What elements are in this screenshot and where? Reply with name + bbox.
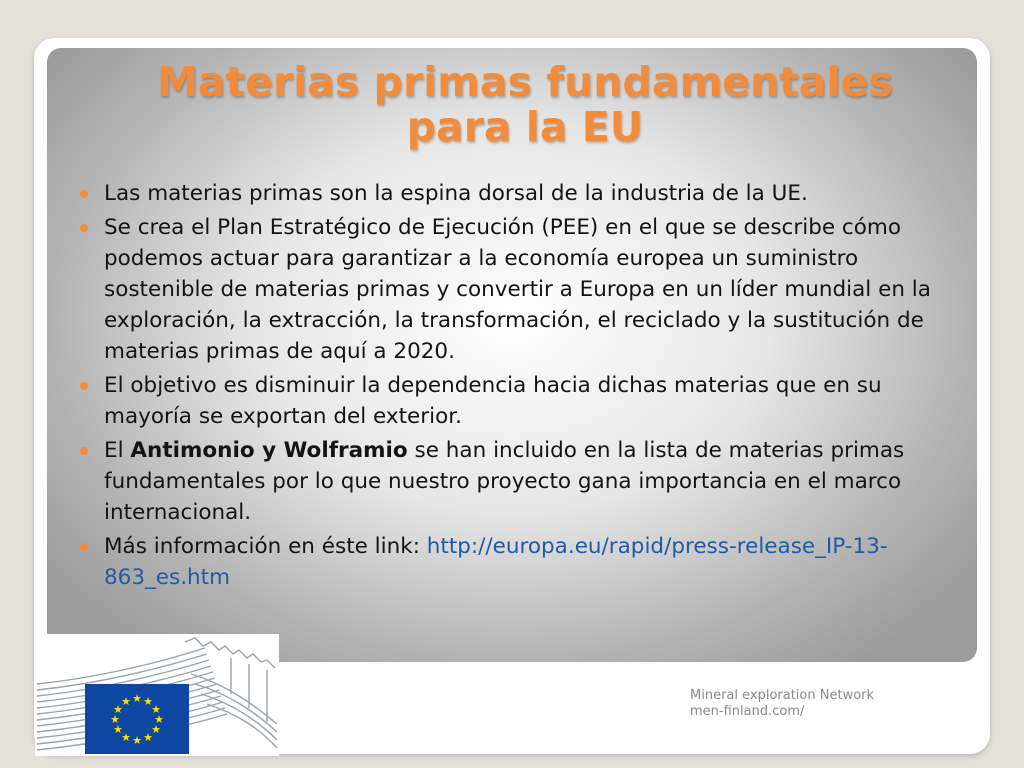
bullet-text-pre: El: [104, 438, 124, 463]
svg-text:★: ★: [143, 731, 153, 744]
svg-text:★: ★: [110, 713, 120, 726]
bullet-text: Se crea el Plan Estratégico de Ejecución (PEE) en el que se describe cómo podemos actuar para garantizar a la economía europea un suministro sostenible de materias primas y convertir a Europa en un líder mundial en la exploración, la extracción, la transformación, el reciclado y la sustitución de materias primas de aquí a 2020.: [104, 215, 931, 364]
bullet-bold-text: Antimonio y Wolframio: [130, 438, 408, 463]
title-line-1: Materias primas fundamentales: [157, 58, 893, 106]
bullet-text: Las materias primas son la espina dorsal de la industria de la UE.: [104, 181, 808, 206]
bullet-dot-icon: [80, 224, 88, 232]
footer-line-2: men-finland.com/: [690, 704, 805, 719]
svg-text:★: ★: [151, 703, 161, 716]
svg-text:★: ★: [121, 731, 131, 744]
title-line-2: para la EU: [406, 103, 644, 152]
footer-line-1: Mineral exploration Network: [690, 688, 875, 703]
eu-logo-graphic: [35, 634, 279, 756]
bullet-text-pre: Más información en éste link:: [104, 534, 420, 559]
bullet-dot-icon: [80, 382, 88, 390]
svg-text:★: ★: [113, 703, 123, 716]
svg-text:★: ★: [121, 695, 131, 708]
bullet-item: [80, 370, 960, 432]
bullet-item: [80, 531, 960, 593]
bullet-item: [80, 435, 960, 528]
bullet-text: El objetivo es disminuir la dependencia hacia dichas materias que en su mayoría se exportan del exterior.: [104, 373, 882, 429]
svg-text:★: ★: [154, 713, 164, 726]
footer-credit: [690, 688, 874, 720]
bullet-dot-icon: [80, 190, 88, 198]
bullet-dot-icon: [80, 543, 88, 551]
slide-title: [60, 60, 990, 150]
bullet-dot-icon: [80, 447, 88, 455]
svg-text:★: ★: [132, 692, 142, 705]
svg-text:★: ★: [132, 734, 142, 747]
svg-text:★: ★: [113, 723, 123, 736]
svg-text:★: ★: [151, 723, 161, 736]
eu-commission-logo: [35, 634, 279, 756]
svg-text:★: ★: [143, 695, 153, 708]
bullet-item: [80, 212, 960, 367]
bullet-list: [80, 178, 960, 596]
bullet-text-post: se han incluido en la lista de materias primas fundamentales por lo que nuestro proyecto gana importancia en el marco internacional.: [104, 438, 905, 525]
bullet-item: [80, 178, 960, 209]
press-release-link[interactable]: http://europa.eu/rapid/press-release_IP-13-863_es.htm: [104, 534, 888, 590]
